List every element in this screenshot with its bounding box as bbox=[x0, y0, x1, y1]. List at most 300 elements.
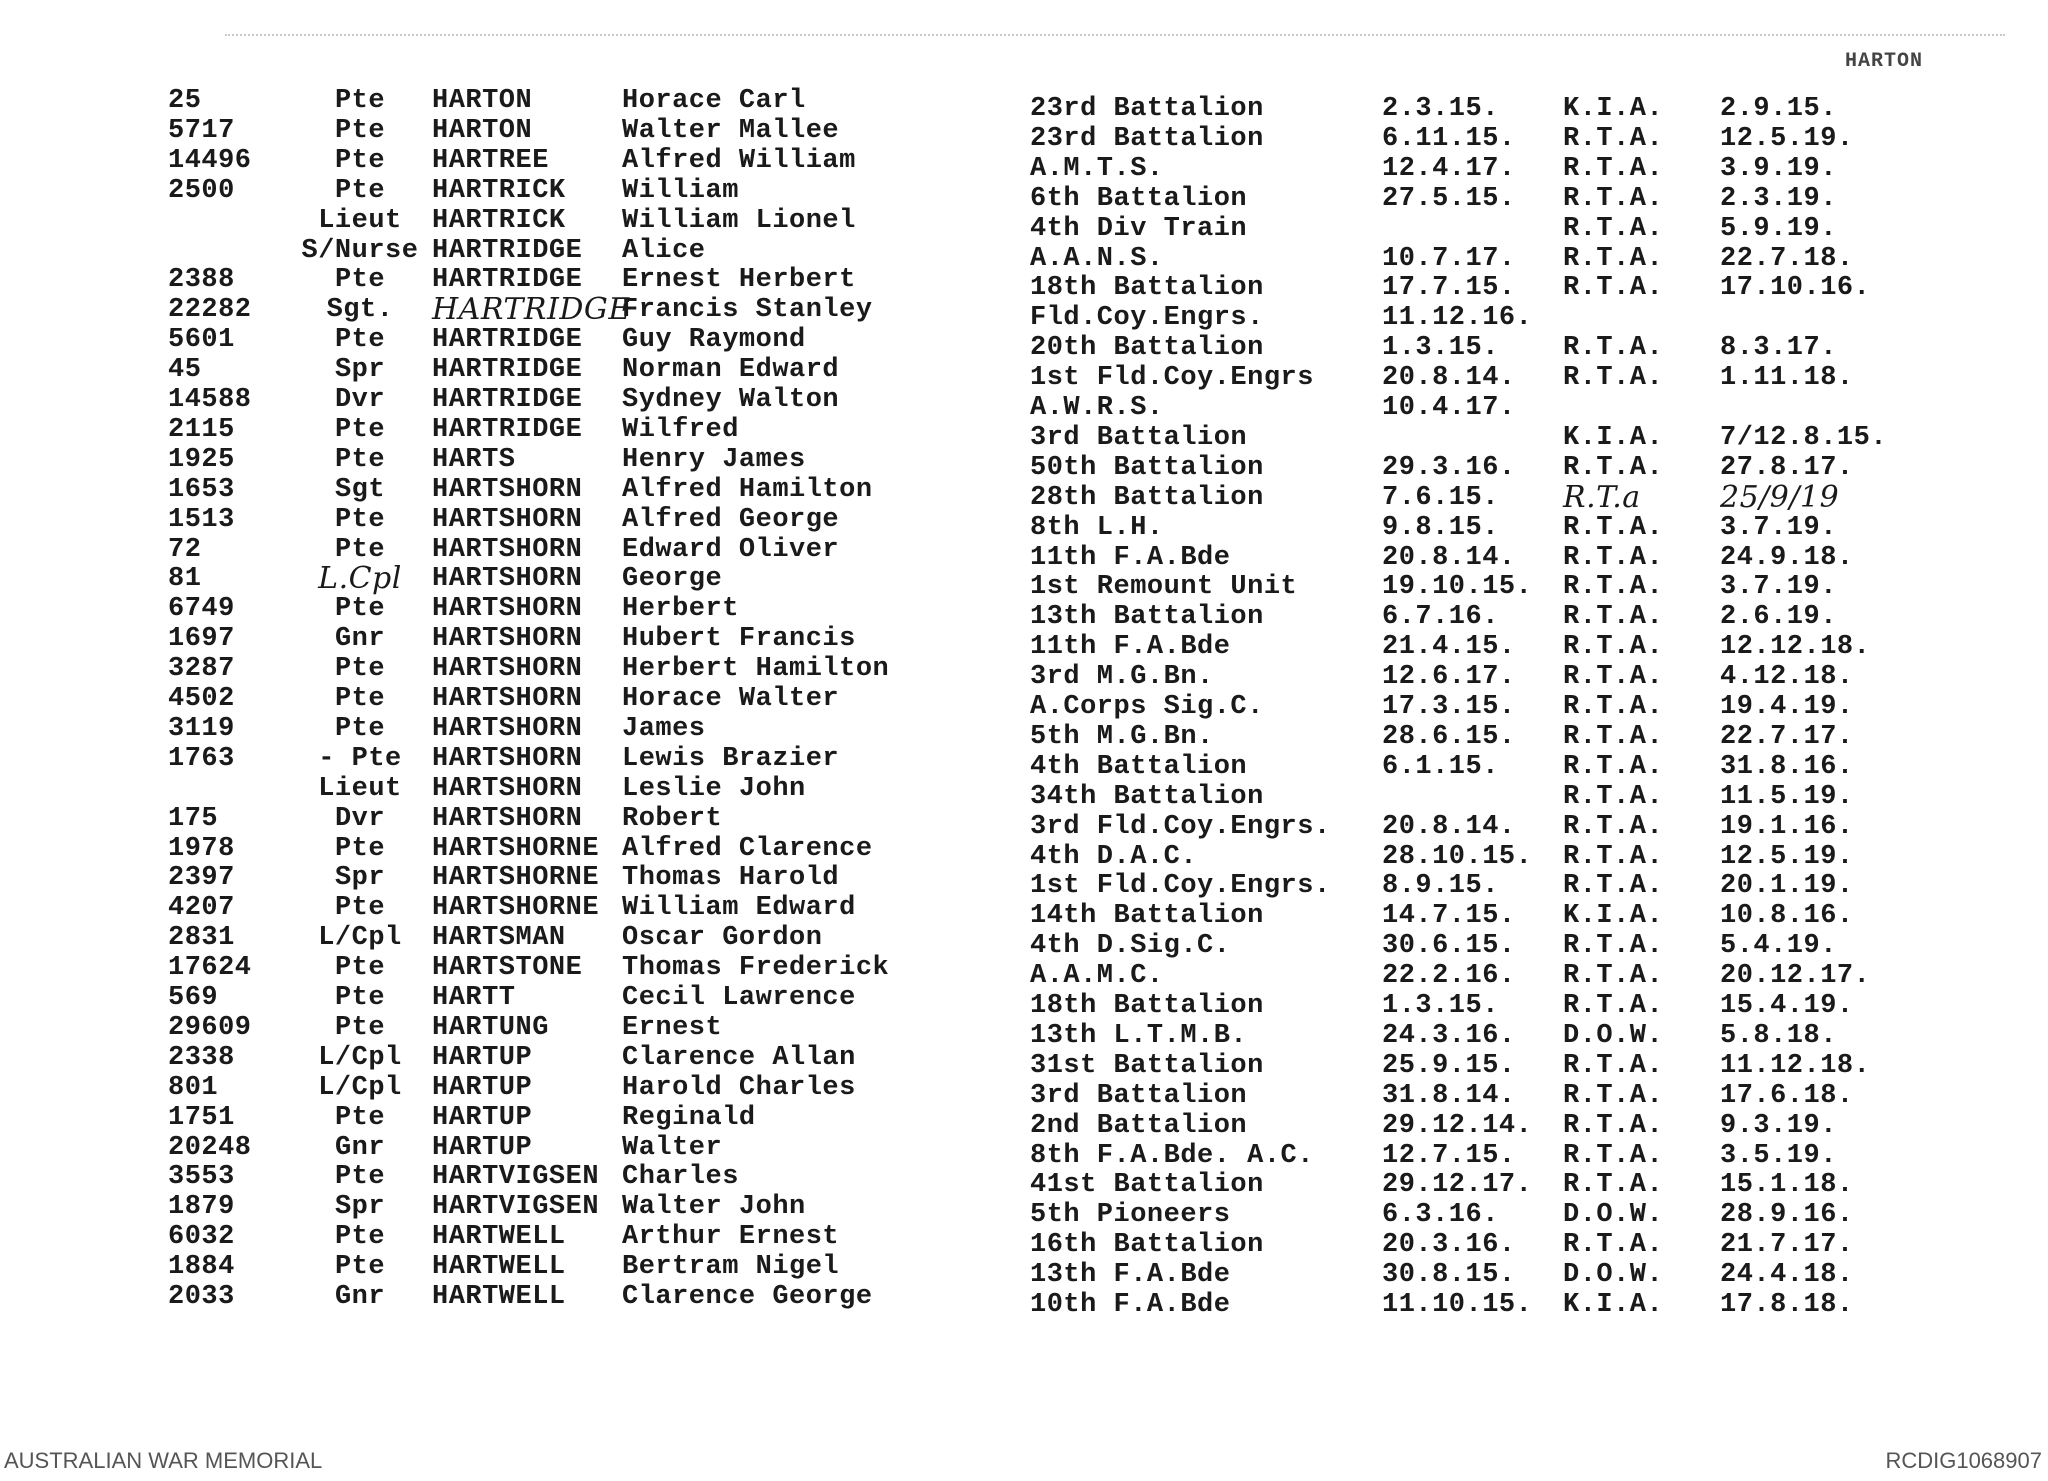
given-names-cell: Clarence George bbox=[622, 1282, 873, 1312]
enlistment-date-cell: 6.1.15. bbox=[1382, 751, 1499, 782]
fate-cell: R.T.A. bbox=[1563, 512, 1664, 543]
service-number-cell: 17624 bbox=[168, 953, 252, 984]
given-names-cell: Ernest bbox=[622, 1012, 723, 1043]
enlistment-date-cell: 28.6.15. bbox=[1382, 721, 1516, 752]
fate-date-cell: 22.7.18. bbox=[1720, 243, 1854, 274]
enlistment-date-cell: 9.8.15. bbox=[1382, 512, 1499, 543]
table-row bbox=[0, 444, 2048, 483]
fate-cell: R.T.A. bbox=[1563, 183, 1664, 214]
rank-cell: Gnr bbox=[334, 1132, 386, 1163]
unit-cell: 14th Battalion bbox=[1030, 901, 1264, 932]
surname-cell: HARTREE bbox=[432, 145, 549, 176]
unit-cell: 8th F.A.Bde. A.C. bbox=[1030, 1140, 1314, 1171]
table-row bbox=[0, 115, 2048, 154]
surname-cell: HARTSHORN bbox=[432, 743, 583, 774]
unit-cell: Fld.Coy.Engrs. bbox=[1030, 303, 1264, 334]
service-number-cell: 1697 bbox=[168, 624, 235, 655]
fate-cell: R.T.A. bbox=[1563, 273, 1664, 304]
rank-cell: Pte bbox=[334, 654, 386, 685]
table-row bbox=[0, 504, 2048, 543]
surname-cell: HARTSHORN bbox=[432, 504, 583, 535]
fate-date-cell: 20.12.17. bbox=[1720, 961, 1871, 992]
given-names-cell: Walter Mallee bbox=[622, 115, 840, 146]
unit-cell: 3rd Battalion bbox=[1030, 422, 1248, 453]
fate-cell: R.T.A. bbox=[1563, 1170, 1664, 1201]
rank-cell: Pte bbox=[334, 534, 386, 565]
service-number-cell: 81 bbox=[168, 564, 202, 595]
table-row bbox=[0, 1162, 2048, 1201]
unit-cell: 20th Battalion bbox=[1030, 333, 1264, 364]
service-number-cell: 2500 bbox=[168, 175, 235, 206]
fate-date-cell: 2.9.15. bbox=[1720, 94, 1837, 124]
fate-date-cell: 3.7.19. bbox=[1720, 512, 1837, 543]
fate-date-cell: 15.1.18. bbox=[1720, 1170, 1854, 1201]
enlistment-date-cell: 12.7.15. bbox=[1382, 1140, 1516, 1171]
surname-cell: HARTWELL bbox=[432, 1222, 566, 1253]
service-number-cell: 5601 bbox=[168, 325, 235, 356]
service-number-cell: 6749 bbox=[168, 594, 235, 625]
given-names-cell: Sydney Walton bbox=[622, 385, 840, 415]
surname-cell: HARTON bbox=[432, 115, 533, 146]
enlistment-date-cell: 6.7.16. bbox=[1382, 602, 1499, 633]
fate-cell: R.T.A. bbox=[1563, 1110, 1664, 1141]
given-names-cell: Norman Edward bbox=[622, 355, 840, 386]
rank-cell: Sgt. bbox=[326, 295, 394, 326]
given-names-cell: Walter John bbox=[622, 1192, 806, 1223]
table-row bbox=[0, 1132, 2048, 1171]
given-names-cell: Arthur Ernest bbox=[622, 1222, 840, 1253]
fate-date-cell: 9.3.19. bbox=[1720, 1110, 1837, 1141]
surname-cell: HARTWELL bbox=[432, 1282, 566, 1312]
fate-cell: R.T.A. bbox=[1563, 781, 1664, 812]
surname-cell: HARTWELL bbox=[432, 1252, 566, 1283]
fate-date-cell: 3.9.19. bbox=[1720, 153, 1837, 184]
surname-cell: HARTRIDGE bbox=[432, 325, 583, 356]
service-number-cell: 4207 bbox=[168, 893, 235, 924]
fate-date-cell: 11.12.18. bbox=[1720, 1050, 1871, 1081]
rank-cell: L/Cpl bbox=[318, 1042, 402, 1073]
given-names-cell: William bbox=[622, 175, 739, 206]
service-number-cell: 1884 bbox=[168, 1252, 235, 1283]
unit-cell: A.A.M.C. bbox=[1030, 961, 1164, 992]
table-row bbox=[0, 235, 2048, 274]
enlistment-date-cell: 24.3.16. bbox=[1382, 1020, 1516, 1051]
table-row bbox=[0, 414, 2048, 453]
unit-cell: 28th Battalion bbox=[1030, 482, 1264, 513]
enlistment-date-cell: 12.6.17. bbox=[1382, 662, 1516, 693]
unit-cell: 34th Battalion bbox=[1030, 781, 1264, 812]
enlistment-date-cell: 20.8.14. bbox=[1382, 363, 1516, 394]
enlistment-date-cell: 25.9.15. bbox=[1382, 1050, 1516, 1081]
fate-cell: K.I.A. bbox=[1563, 422, 1664, 453]
fate-date-cell: 19.4.19. bbox=[1720, 692, 1854, 722]
given-names-cell: Henry James bbox=[622, 444, 806, 475]
given-names-cell: Cecil Lawrence bbox=[622, 983, 856, 1013]
rank-cell: Dvr bbox=[334, 803, 386, 834]
rank-cell: Pte bbox=[334, 1252, 386, 1283]
rank-cell: Pte bbox=[334, 1012, 386, 1043]
fate-date-cell: 24.4.18. bbox=[1720, 1260, 1854, 1291]
fate-cell: R.T.A. bbox=[1563, 841, 1664, 872]
fate-date-cell: 17.10.16. bbox=[1720, 273, 1871, 304]
given-names-cell: Harold Charles bbox=[622, 1072, 856, 1103]
service-number-cell: 25 bbox=[168, 86, 202, 116]
rank-cell: Pte bbox=[334, 1222, 386, 1253]
rank-cell: S/Nurse bbox=[301, 235, 419, 266]
fate-cell: R.T.A. bbox=[1563, 213, 1664, 244]
fate-cell: R.T.A. bbox=[1563, 721, 1664, 752]
enlistment-date-cell: 11.12.16. bbox=[1382, 303, 1533, 334]
table-row bbox=[0, 893, 2048, 932]
service-number-cell: 569 bbox=[168, 983, 219, 1013]
fate-cell: R.T.A. bbox=[1563, 363, 1664, 394]
rank-cell: Pte bbox=[334, 265, 386, 296]
given-names-cell: Hubert Francis bbox=[622, 624, 856, 655]
table-row bbox=[0, 325, 2048, 364]
fate-date-cell: 12.5.19. bbox=[1720, 841, 1854, 872]
rank-cell: Pte bbox=[334, 444, 386, 475]
rank-cell: Pte bbox=[334, 713, 386, 744]
rank-cell: Pte bbox=[334, 414, 386, 445]
table-row bbox=[0, 863, 2048, 902]
fate-cell: R.T.A. bbox=[1563, 602, 1664, 633]
enlistment-date-cell: 22.2.16. bbox=[1382, 961, 1516, 992]
fate-cell: R.T.a bbox=[1563, 479, 1641, 515]
fate-date-cell: 19.1.16. bbox=[1720, 811, 1854, 842]
surname-cell: HARTSHORNE bbox=[432, 833, 600, 864]
fate-cell: D.O.W. bbox=[1563, 1020, 1664, 1051]
given-names-cell: James bbox=[622, 713, 706, 744]
surname-cell: HARTUP bbox=[432, 1102, 533, 1133]
given-names-cell: Alfred George bbox=[622, 504, 840, 535]
rank-cell: Pte bbox=[334, 504, 386, 535]
fate-cell: R.T.A. bbox=[1563, 1050, 1664, 1081]
rank-cell: Pte bbox=[334, 1102, 386, 1133]
surname-cell: HARTRIDGE bbox=[432, 414, 583, 445]
surname-cell: HARTRIDGE bbox=[432, 265, 583, 296]
surname-cell: HARTON bbox=[432, 86, 533, 116]
enlistment-date-cell: 1.3.15. bbox=[1382, 333, 1499, 364]
rank-cell: - Pte bbox=[318, 743, 402, 774]
unit-cell: 6th Battalion bbox=[1030, 183, 1248, 214]
enlistment-date-cell: 17.3.15. bbox=[1382, 692, 1516, 722]
fate-cell: R.T.A. bbox=[1563, 931, 1664, 962]
fate-date-cell: 12.5.19. bbox=[1720, 123, 1854, 154]
table-row bbox=[0, 983, 2048, 1021]
fate-cell: R.T.A. bbox=[1563, 1080, 1664, 1111]
unit-cell: 23rd Battalion bbox=[1030, 94, 1264, 124]
enlistment-date-cell: 29.12.17. bbox=[1382, 1170, 1533, 1201]
fate-cell: R.T.A. bbox=[1563, 871, 1664, 902]
given-names-cell: Ernest Herbert bbox=[622, 265, 856, 296]
fate-cell: R.T.A. bbox=[1563, 961, 1664, 992]
service-number-cell: 14588 bbox=[168, 385, 252, 415]
unit-cell: 3rd Fld.Coy.Engrs. bbox=[1030, 811, 1331, 842]
fate-cell: R.T.A. bbox=[1563, 632, 1664, 663]
unit-cell: 4th D.A.C. bbox=[1030, 841, 1198, 872]
rank-cell: Pte bbox=[334, 1162, 386, 1193]
top-dotted-rule bbox=[225, 34, 2005, 36]
unit-cell: 1st Fld.Coy.Engrs. bbox=[1030, 871, 1331, 902]
rank-cell: Gnr bbox=[334, 624, 386, 655]
given-names-cell: Leslie John bbox=[622, 773, 806, 804]
given-names-cell: Wilfred bbox=[622, 414, 739, 445]
rank-cell: Pte bbox=[334, 594, 386, 625]
given-names-cell: Thomas Harold bbox=[622, 863, 840, 894]
given-names-cell: Edward Oliver bbox=[622, 534, 840, 565]
enlistment-date-cell: 6.3.16. bbox=[1382, 1200, 1499, 1231]
fate-date-cell: 2.3.19. bbox=[1720, 183, 1837, 214]
enlistment-date-cell: 11.10.15. bbox=[1382, 1290, 1533, 1320]
enlistment-date-cell: 28.10.15. bbox=[1382, 841, 1533, 872]
table-row bbox=[0, 534, 2048, 573]
table-row bbox=[0, 833, 2048, 872]
rank-cell: Spr bbox=[334, 355, 386, 386]
unit-cell: 13th Battalion bbox=[1030, 602, 1264, 633]
given-names-cell: Charles bbox=[622, 1162, 739, 1193]
footer-institution: AUSTRALIAN WAR MEMORIAL bbox=[4, 1448, 323, 1473]
service-number-cell: 2033 bbox=[168, 1282, 235, 1312]
service-number-cell: 20248 bbox=[168, 1132, 252, 1163]
unit-cell: 4th D.Sig.C. bbox=[1030, 931, 1231, 962]
given-names-cell: Alice bbox=[622, 235, 706, 266]
fate-cell: K.I.A. bbox=[1563, 901, 1664, 932]
fate-cell: R.T.A. bbox=[1563, 153, 1664, 184]
service-number-cell: 2338 bbox=[168, 1042, 235, 1073]
service-number-cell: 5717 bbox=[168, 115, 235, 146]
table-row bbox=[0, 265, 2048, 304]
unit-cell: 10th F.A.Bde bbox=[1030, 1290, 1231, 1320]
rank-cell: L.Cpl bbox=[318, 561, 402, 597]
unit-cell: 13th F.A.Bde bbox=[1030, 1260, 1231, 1291]
fate-date-cell: 7/12.8.15. bbox=[1720, 422, 1888, 453]
rank-cell: Pte bbox=[334, 115, 386, 146]
given-names-cell: Robert bbox=[622, 803, 723, 834]
given-names-cell: Alfred William bbox=[622, 145, 856, 176]
fate-cell: R.T.A. bbox=[1563, 662, 1664, 693]
surname-cell: HARTSHORN bbox=[432, 713, 583, 744]
enlistment-date-cell: 1.3.15. bbox=[1382, 991, 1499, 1021]
running-head: HARTON bbox=[1845, 50, 1924, 73]
enlistment-date-cell: 12.4.17. bbox=[1382, 153, 1516, 184]
rank-cell: L/Cpl bbox=[318, 1072, 402, 1103]
enlistment-date-cell: 29.3.16. bbox=[1382, 452, 1516, 483]
unit-cell: A.Corps Sig.C. bbox=[1030, 692, 1264, 722]
service-number-cell: 1763 bbox=[168, 743, 235, 774]
table-row bbox=[0, 1222, 2048, 1261]
unit-cell: 13th L.T.M.B. bbox=[1030, 1020, 1248, 1051]
fate-date-cell: 5.8.18. bbox=[1720, 1020, 1837, 1051]
unit-cell: 41st Battalion bbox=[1030, 1170, 1264, 1201]
rank-cell: Dvr bbox=[334, 385, 386, 415]
given-names-cell: Thomas Frederick bbox=[622, 953, 890, 984]
service-number-cell: 22282 bbox=[168, 295, 252, 326]
surname-cell: HARTSTONE bbox=[432, 953, 583, 984]
table-row bbox=[0, 624, 2048, 663]
surname-cell: HARTVIGSEN bbox=[432, 1192, 600, 1223]
rank-cell: L/Cpl bbox=[318, 923, 402, 954]
enlistment-date-cell: 30.6.15. bbox=[1382, 931, 1516, 962]
surname-cell: HARTSHORN bbox=[432, 474, 583, 505]
surname-cell: HARTRIDGE bbox=[432, 292, 631, 328]
surname-cell: HARTUP bbox=[432, 1132, 533, 1163]
given-names-cell: Francis Stanley bbox=[622, 295, 873, 326]
table-row bbox=[0, 953, 2048, 992]
fate-cell: D.O.W. bbox=[1563, 1260, 1664, 1291]
fate-cell: R.T.A. bbox=[1563, 123, 1664, 154]
fate-date-cell: 5.4.19. bbox=[1720, 931, 1837, 962]
enlistment-date-cell: 17.7.15. bbox=[1382, 273, 1516, 304]
unit-cell: 4th Div Train bbox=[1030, 213, 1248, 244]
fate-cell: R.T.A. bbox=[1563, 452, 1664, 483]
rank-cell: Pte bbox=[334, 325, 386, 356]
fate-cell: K.I.A. bbox=[1563, 1290, 1664, 1320]
fate-date-cell: 20.1.19. bbox=[1720, 871, 1854, 902]
enlistment-date-cell: 29.12.14. bbox=[1382, 1110, 1533, 1141]
rank-cell: Sgt bbox=[334, 474, 386, 505]
unit-cell: 3rd Battalion bbox=[1030, 1080, 1248, 1111]
table-row bbox=[0, 773, 2048, 812]
service-number-cell: 2115 bbox=[168, 414, 235, 445]
service-number-cell: 2397 bbox=[168, 863, 235, 894]
given-names-cell: Lewis Brazier bbox=[622, 743, 840, 774]
rank-cell: Pte bbox=[334, 145, 386, 176]
service-number-cell: 3287 bbox=[168, 654, 235, 685]
given-names-cell: Bertram Nigel bbox=[622, 1252, 840, 1283]
fate-date-cell: 27.8.17. bbox=[1720, 452, 1854, 483]
table-row bbox=[0, 923, 2048, 962]
unit-cell: 5th Pioneers bbox=[1030, 1200, 1231, 1231]
service-number-cell: 3119 bbox=[168, 713, 235, 744]
enlistment-date-cell: 10.4.17. bbox=[1382, 393, 1516, 423]
fate-cell: R.T.A. bbox=[1563, 991, 1664, 1021]
table-row bbox=[0, 355, 2048, 394]
unit-cell: 11th F.A.Bde bbox=[1030, 542, 1231, 573]
rank-cell: Pte bbox=[334, 983, 386, 1013]
fate-cell: R.T.A. bbox=[1563, 751, 1664, 782]
table-row bbox=[0, 1012, 2048, 1051]
given-names-cell: Reginald bbox=[622, 1102, 756, 1133]
given-names-cell: Alfred Hamilton bbox=[622, 474, 873, 505]
fate-cell: D.O.W. bbox=[1563, 1200, 1664, 1231]
service-number-cell: 2388 bbox=[168, 265, 235, 296]
service-number-cell: 1513 bbox=[168, 504, 235, 535]
given-names-cell: William Lionel bbox=[622, 205, 856, 236]
fate-cell: R.T.A. bbox=[1563, 572, 1664, 603]
table-row bbox=[0, 205, 2048, 244]
table-row bbox=[0, 594, 2048, 633]
unit-cell: 3rd M.G.Bn. bbox=[1030, 662, 1214, 693]
fate-cell: R.T.A. bbox=[1563, 1230, 1664, 1261]
rank-cell: Pte bbox=[334, 86, 386, 116]
service-number-cell: 45 bbox=[168, 355, 202, 386]
table-row bbox=[0, 1282, 2048, 1320]
unit-cell: 8th L.H. bbox=[1030, 512, 1164, 543]
fate-date-cell: 2.6.19. bbox=[1720, 602, 1837, 633]
surname-cell: HARTSHORN bbox=[432, 624, 583, 655]
fate-date-cell: 3.5.19. bbox=[1720, 1140, 1837, 1171]
unit-cell: 1st Remount Unit bbox=[1030, 572, 1298, 603]
unit-cell: A.W.R.S. bbox=[1030, 393, 1164, 423]
fate-cell: R.T.A. bbox=[1563, 243, 1664, 274]
fate-date-cell: 28.9.16. bbox=[1720, 1200, 1854, 1231]
service-number-cell: 2831 bbox=[168, 923, 235, 954]
table-row bbox=[0, 175, 2048, 214]
surname-cell: HARTVIGSEN bbox=[432, 1162, 600, 1193]
surname-cell: HARTSHORNE bbox=[432, 863, 600, 894]
surname-cell: HARTSHORN bbox=[432, 594, 583, 625]
enlistment-date-cell: 19.10.15. bbox=[1382, 572, 1533, 603]
unit-cell: 31st Battalion bbox=[1030, 1050, 1264, 1081]
given-names-cell: Guy Raymond bbox=[622, 325, 806, 356]
table-row bbox=[0, 292, 2048, 334]
unit-cell: 2nd Battalion bbox=[1030, 1110, 1248, 1141]
given-names-cell: Herbert Hamilton bbox=[622, 654, 890, 685]
rank-cell: Pte bbox=[334, 953, 386, 984]
unit-cell: 50th Battalion bbox=[1030, 452, 1264, 483]
given-names-cell: Herbert bbox=[622, 594, 739, 625]
enlistment-date-cell: 8.9.15. bbox=[1382, 871, 1499, 902]
service-number-cell: 4502 bbox=[168, 684, 235, 714]
enlistment-date-cell: 20.3.16. bbox=[1382, 1230, 1516, 1261]
service-number-cell: 1925 bbox=[168, 444, 235, 475]
rank-cell: Spr bbox=[334, 863, 386, 894]
unit-cell: 16th Battalion bbox=[1030, 1230, 1264, 1261]
rank-cell: Pte bbox=[334, 175, 386, 206]
surname-cell: HARTSHORN bbox=[432, 564, 583, 595]
service-number-cell: 801 bbox=[168, 1072, 219, 1103]
fate-date-cell: 24.9.18. bbox=[1720, 542, 1854, 573]
given-names-cell: William Edward bbox=[622, 893, 856, 924]
surname-cell: HARTSHORN bbox=[432, 684, 583, 714]
service-number-cell: 29609 bbox=[168, 1012, 252, 1043]
fate-date-cell: 5.9.19. bbox=[1720, 213, 1837, 244]
enlistment-date-cell: 21.4.15. bbox=[1382, 632, 1516, 663]
surname-cell: HARTUP bbox=[432, 1072, 533, 1103]
fate-date-cell: 25/9/19 bbox=[1720, 479, 1840, 515]
table-row bbox=[0, 713, 2048, 752]
unit-cell: A.M.T.S. bbox=[1030, 153, 1164, 184]
given-names-cell: Horace Carl bbox=[622, 86, 806, 116]
service-number-cell: 1751 bbox=[168, 1102, 235, 1133]
table-row bbox=[0, 474, 2048, 515]
fate-date-cell: 1.11.18. bbox=[1720, 363, 1854, 394]
enlistment-date-cell: 27.5.15. bbox=[1382, 183, 1516, 214]
fate-date-cell: 8.3.17. bbox=[1720, 333, 1837, 364]
fate-cell: K.I.A. bbox=[1563, 94, 1664, 124]
surname-cell: HARTSHORN bbox=[432, 773, 583, 804]
fate-cell: R.T.A. bbox=[1563, 811, 1664, 842]
table-row bbox=[0, 145, 2048, 184]
surname-cell: HARTS bbox=[432, 444, 516, 475]
rank-cell: Lieut bbox=[318, 773, 402, 804]
rank-cell: Spr bbox=[334, 1192, 386, 1223]
unit-cell: 1st Fld.Coy.Engrs bbox=[1030, 363, 1314, 394]
unit-cell: 18th Battalion bbox=[1030, 991, 1264, 1021]
table-row bbox=[0, 561, 2048, 603]
given-names-cell: Clarence Allan bbox=[622, 1042, 856, 1073]
unit-cell: 11th F.A.Bde bbox=[1030, 632, 1231, 663]
fate-date-cell: 3.7.19. bbox=[1720, 572, 1837, 603]
unit-cell: 23rd Battalion bbox=[1030, 123, 1264, 154]
enlistment-date-cell: 2.3.15. bbox=[1382, 94, 1499, 124]
fate-date-cell: 11.5.19. bbox=[1720, 781, 1854, 812]
fate-date-cell: 12.12.18. bbox=[1720, 632, 1871, 663]
service-number-cell: 1978 bbox=[168, 833, 235, 864]
surname-cell: HARTUNG bbox=[432, 1012, 549, 1043]
given-names-cell: Walter bbox=[622, 1132, 723, 1163]
rank-cell: Pte bbox=[334, 833, 386, 864]
